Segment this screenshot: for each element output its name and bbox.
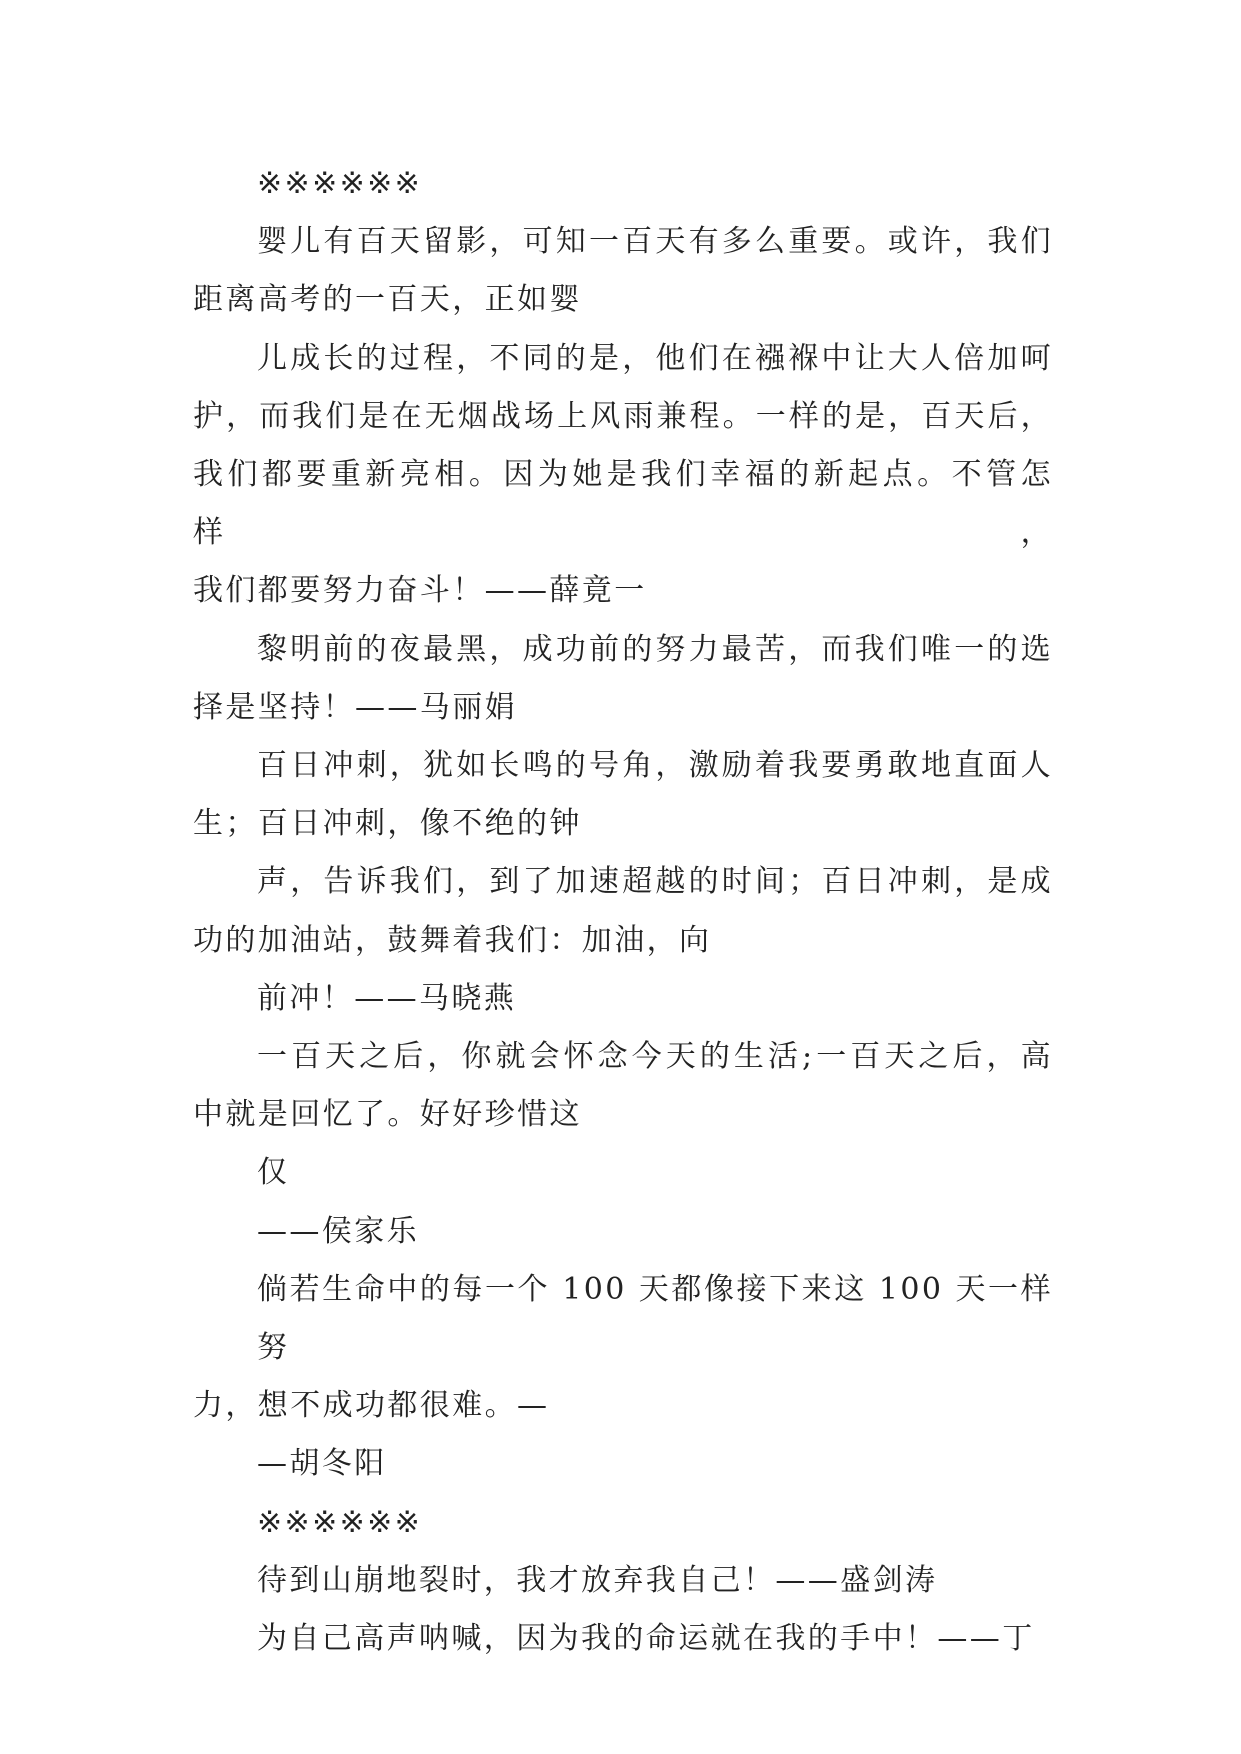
text-line: 为自己高声呐喊，因为我的命运就在我的手中！——丁 xyxy=(257,1621,1035,1657)
text-line: 仅 xyxy=(257,1155,290,1191)
text-line: 倘若生命中的每一个 100 天都像接下来这 100 天一样努 xyxy=(257,1271,1053,1366)
text-line: 功的加油站，鼓舞着我们：加油，向 xyxy=(193,922,712,958)
section-divider: ※※※※※※ xyxy=(257,166,423,201)
text-line: 百日冲刺，犹如长鸣的号角，激励着我要勇敢地直面人 xyxy=(257,748,1053,784)
section-divider: ※※※※※※ xyxy=(257,1504,423,1540)
text-line: 力，想不成功都很难。— xyxy=(193,1388,550,1424)
text-line: ——侯家乐 xyxy=(257,1213,419,1249)
text-line: 我们都要努力奋斗！——薛竟一 xyxy=(193,573,647,609)
text-line: 距离高考的一百天，正如婴 xyxy=(193,282,582,318)
text-line: 择是坚持！——马丽娟 xyxy=(193,689,517,725)
text-line: 待到山崩地裂时，我才放弃我自己！——盛剑涛 xyxy=(257,1562,938,1598)
text-line: 黎明前的夜最黑，成功前的努力最苦，而我们唯一的选 xyxy=(257,631,1053,667)
document-body xyxy=(193,155,1053,1668)
text-line: 护，而我们是在无烟战场上风雨兼程。一样的是，百天后， xyxy=(193,398,1053,434)
text-line: 一百天之后，你就会怀念今天的生活;一百天之后，高 xyxy=(257,1039,1053,1075)
text-line: 儿成长的过程，不同的是，他们在襁褓中让大人倍加呵 xyxy=(257,340,1053,376)
text-line: —胡冬阳 xyxy=(257,1446,387,1482)
text-line: 婴儿有百天留影，可知一百天有多么重要。或许，我们 xyxy=(257,224,1053,260)
text-line: 生；百日冲刺，像不绝的钟 xyxy=(193,806,582,842)
text-line: 前冲！——马晓燕 xyxy=(257,980,517,1016)
text-line: 我们都要重新亮相。因为她是我们幸福的新起点。不管怎样， xyxy=(193,457,1053,551)
text-line: 声，告诉我们，到了加速超越的时间；百日冲刺，是成 xyxy=(257,864,1053,900)
text-line: 中就是回忆了。好好珍惜这 xyxy=(193,1097,582,1133)
